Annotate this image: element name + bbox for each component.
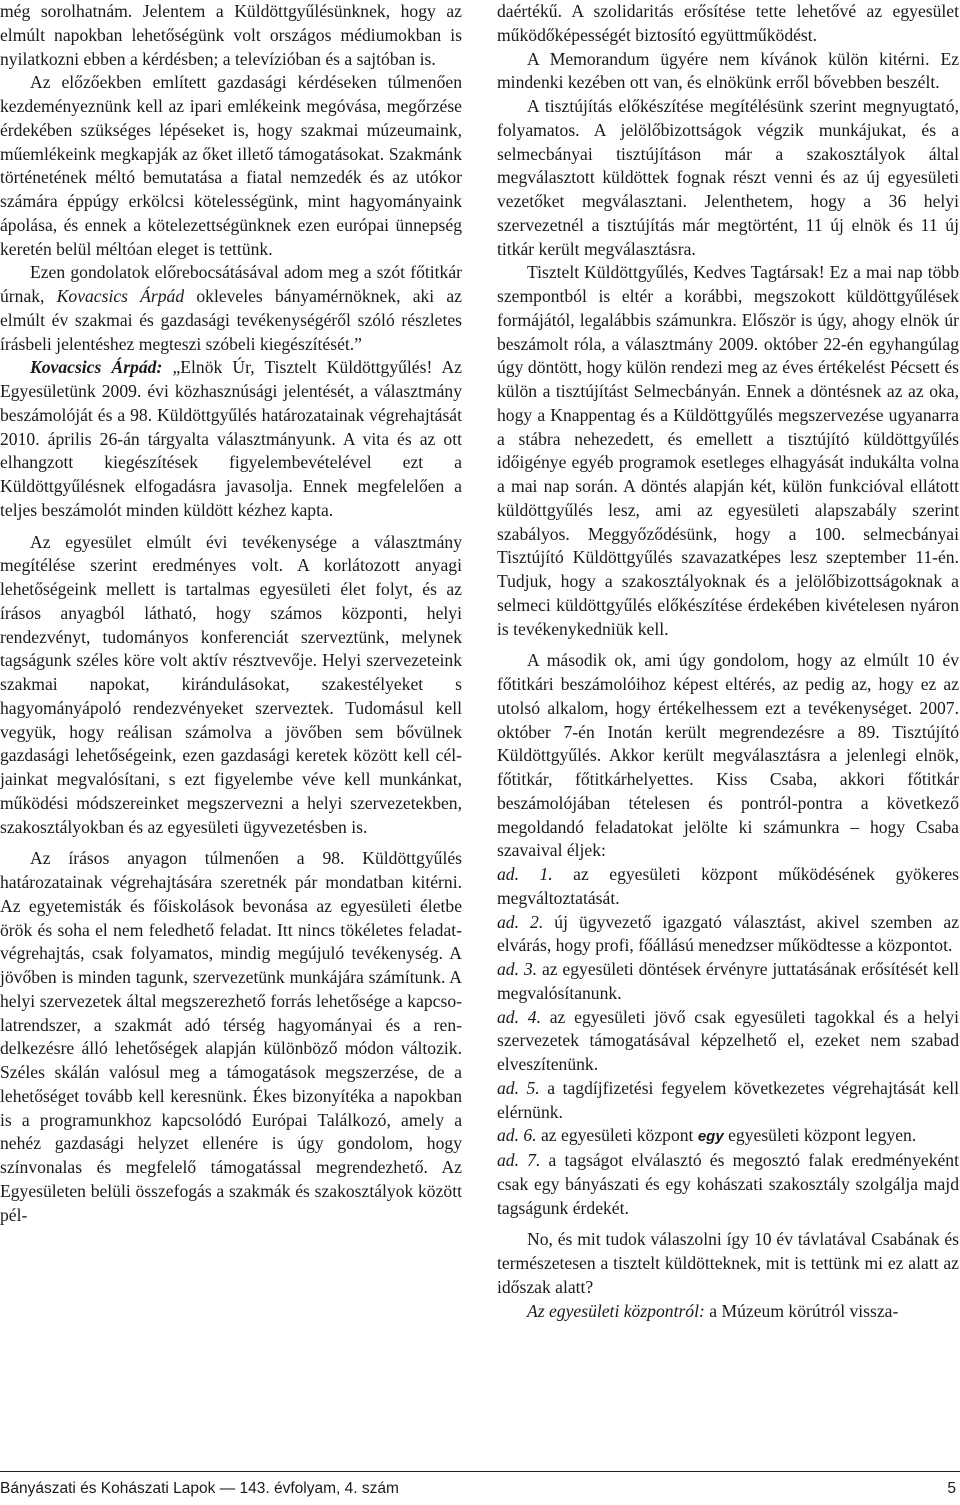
paragraph: No, és mit tudok válaszolni így 10 év távlatával Csabának és természetesen a tisztelt küldötteknek, mit is tettünk mi ez alatt az időszak alatt? [497,1229,959,1297]
person-name: Kovacsics Árpád [56,286,185,306]
list-item [497,958,959,1006]
paragraph: Tisztelt Küldöttgyűlés, Kedves Tagtársak! Ez a mai nap több szempontból is eltér a korábbi, megszokott küldöttgyűlések formájától, legalábbis számunkra. Először is úgy, ahogy elnök úr beszámolt róla, a választmány 2009. október 22-én egyhangúlag úgy döntött, hogy külön rendezi meg az éves értékelést Pécsett és külön a tisztújítást Selmecbányán. Ennek a döntésnek az az oka, hogy a Knappentag és a Küldöttgyűlés megszervezése ugyanarra a stábra nehezedett, és emellett a tisztújító küldöttgyűlés időigénye egyéb programok esetleges elhagyását indukálta volna a mai nap során. A döntés alapján két, külön funkcióval ellátott küldöttgyűlés lesz, ami az egyesületi alapszabály szerint szabályos. Meggyőződésünk, hogy a 100. selmecbányai Tisztújító Küldöttgyűlés szavazatképes lesz szeptember 11-én. Tudjuk, hogy a szakosztályoknak és a jelölőbizottságoknak a selmeci küldöttgyűlés előkészítése érdekében kivételesen nyáron is tevékenykedniük kell. [497,262,959,639]
paragraph: A tisztújítás előkészítése megítélésünk szerint megnyugtató, folyamatos. A jelölőbizottságok végzik munkájukat, és a selmecbányai tisztújításon már a szakosztályok által megválasztott küldöttek fognak részt venni és az új egyesületi vezetőket megválasztani. Jelenthetem, hogy a 36 helyi szervezetnél a tisztújítás már megtörtént, 11 új elnök és 11 új titkár került megválasztásra. [497,96,959,259]
item-text: az egyesületi központ [541,1125,694,1146]
item-label: ad. 3. [497,959,538,979]
paragraph: Az egyesület elmúlt évi tevékenysége a választmány megítélése szerint eredményes volt. A korlátozott anyagi lehetőségeink mellett is tartalmas egyesületi élet folyt, és az írásos anyagból látható, hogy számos központi, helyi rendezvényt, tudományos konferenciát szerveztünk, melynek tagságunk széles köre volt aktív résztvevője. Helyi szervezeteink szakmai napokat, kirándulásokat, szakestélyeket s hagyományápoló rendezvényeket szerveztek. Tudomásul kell vegyük, hogy reálisan számolva a jövőben sem bővülnek gazdasági lehetőségeink, ezen gazdasági keretek között kell céljainkat megvalósítani, s ezt figyelembe véve kell munkánkat, működési módszereinket megszervezni a helyi szervezetekben, szakosztályokban és az egyesületi ügyvezetésben is. [0,531,462,837]
paragraph: A Memorandum ügyére nem kívánok külön kitérni. Ez mindenki kezében ott van, és elnökünk erről bővebben beszélt. [497,48,959,93]
list-item [497,911,959,959]
item-text: az egyesületi döntések érvényre juttatásának erősítését kell megvalósítanunk. [497,959,959,1003]
list-item [497,1006,959,1077]
paragraph-text: a Múzeum körútról vissza- [709,1300,899,1321]
journal-footer: Bányászati és Kohászati Lapok — 143. évfolyam, 4. szám [0,1480,399,1497]
item-text: egyesületi központ legyen. [728,1125,917,1146]
paragraph: daértékű. A szolidaritás erősítése tette lehetővé az egyesület működőképességét biztosító együttműködést. [497,1,959,45]
paragraph: Az előzőekben említett gazdasági kérdéseken túlmenően kezdeményeznünk kell az ipari emlékeink megóvása, megőrzése érdekében szükséges lépéseket is, hogy szakmai múzeumaink, műemlékeink megkapják az őket illető támogatásokat. Szakmánk történetének méltó bemutatása a fiatal nemzedék és az utókor számára éppúgy erkölcsi kötelességünk, mint hagyományaink ápolása, és ennek a kötelezettségünknek ezen európai ünnepség keretén belül méltóan eleget is tettünk. [0,72,462,259]
paragraph: még sorolhatnám. Jelentem a Küldöttgyűlésünknek, hogy az elmúlt napokban lehetőségünk volt országos médiumokban is nyilatkozni ebben a kérdésben; a televízióban és a sajtóban is. [0,1,462,69]
emphasis-word: egy [697,1128,724,1146]
item-text: az egyesületi jövő csak egyesületi tagokkal és a helyi szervezetek támogatásával képzelhető el, ezeket nem szabad elveszítenünk. [497,1006,959,1074]
list-item [497,1124,959,1149]
item-text: az egyesületi központ működésének gyökeres megváltoztatását. [497,864,959,908]
right-column [497,0,959,1323]
left-column [0,0,462,1227]
item-text: új ügyvezető igazgató választást, akivel szemben az elvárás, hogy profi, főállású menedzser működtesse a központot. [497,911,960,956]
section-label: Az egyesületi központról: [527,1300,705,1321]
item-text: a tagságot elválasztó és megosztó falak eredményeként csak egy bányászati és egy kohászati szakosztály szolgálja majd tagságunk érdekét. [497,1150,959,1218]
item-label: ad. 4. [497,1006,541,1027]
paragraph [0,261,462,356]
item-label: ad. 5. [497,1077,540,1098]
item-label: ad. 6. [497,1125,537,1146]
item-label: ad. 7. [497,1150,541,1170]
paragraph [497,1300,959,1324]
page-number: 5 [947,1480,956,1497]
speaker-name: Kovacsics Árpád: [30,357,163,378]
list-item [497,863,959,911]
footer-divider [0,1471,960,1472]
paragraph-text: okleveles bányamérnöknek, aki az elmúlt év szakmai és gazdasági tevékenységéről szóló részletes írásbeli jelentéshez megteszi szóbeli kiegészítését.” [0,286,462,354]
paragraph: Az írásos anyagon túlmenően a 98. Küldöttgyűlés határozatainak végrehajtására szeretnék pár mondatban kitérni. Az egyetemisták és főiskolások bevonása az egyesületi életbe örök és soha el nem feledhető feladat. Itt nincs tökéletes feladat-végrehajtás, csak folyamatos, mindig megújuló tevékenység. A jövőben is minden tagunk, szervezetünk munkájára számítunk. A helyi szervezetek által megszerezhető forrás lehetősége a kapcsolatrendszer, a szakmát adó térség hagyományai és a rendelkezésre álló lehetőségek alapján különböző módon változik. Széles skálán valósul meg a támogatások megszerzése, de a lehetőséget tovább kell keresnünk. Ékes bizonyítéka a napokban is a programunkhoz kapcsolódó Európai Találkozó, amely a nehéz gazdasági helyzet ellenére is úgy gondolom, hogy színvonalas és megfelelő támogatással megrendezhető. Az Egyesületen belüli összefogás a szakmák és szakosztályok között pél- [0,848,462,1225]
item-label: ad. 1. [497,864,553,884]
list-item [497,1077,959,1125]
paragraph-text: Ezen gondolatok előrebocsátásával adom meg a szót főtitkár úrnak, [0,262,462,306]
item-label: ad. 2. [497,911,544,932]
list-item [497,1149,959,1220]
item-text: a tagdíjfizetési fegyelem következetes végrehajtását kell elérnünk. [497,1077,960,1122]
paragraph [0,356,462,522]
paragraph: A második ok, ami úgy gondolom, hogy az elmúlt 10 év főtitkári beszámolóihoz képest eltérés, az pedig az, hogy ez az utolsó alkalom, hogy értékelhessem ezt a tevékenységet. 2007. október 7-én Inotán került megrendezésre a 89. Tisztújító Küldöttgyűlés. Akkor került megválasztásra a jelenlegi elnök, főtitkár, főtitkárhelyettes. Kiss Csaba, akkori főtitkár beszámolójában tételesen és pontról-pontra a következő megoldandó feladatokat jelölte ki számunkra – hogy Csaba szavaival éljek: [497,650,959,861]
paragraph-text: „Elnök Úr, Tisztelt Küldöttgyűlés! Az Egyesületünk 2009. évi közhasznúsági jelentését, a választmány beszámolóját és a 98. Küldöttgyűlés határozatainak végrehajtását 2010. április 26-án tárgyalta választmányunk. A vita és az ott elhangzott kiegészítések figyelembevételével ezt a Küldöttgyűlésnek elfogadásra javasolja. Ennek megfelelően a teljes beszámolót minden küldött kézhez kapta. [0,357,462,520]
